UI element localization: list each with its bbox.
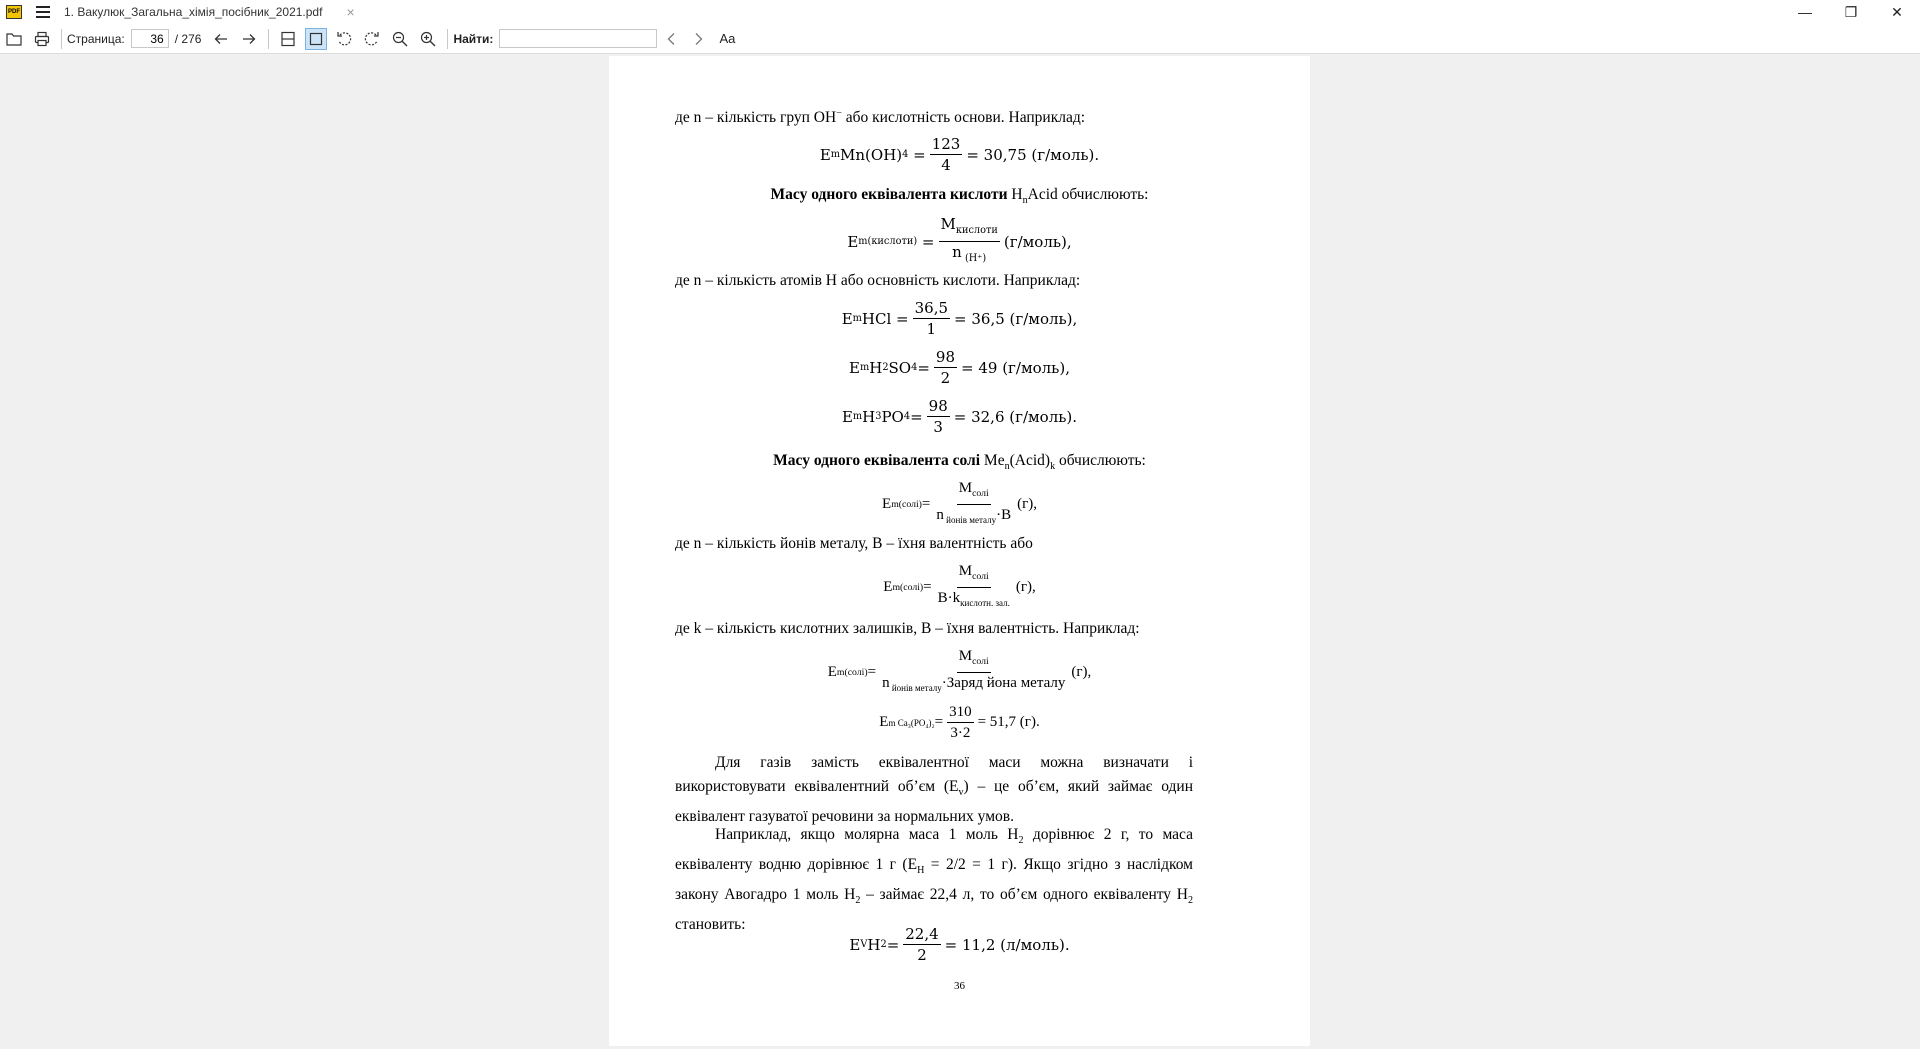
find-label: Найти: bbox=[453, 31, 494, 46]
app-logo-icon: PDF bbox=[6, 5, 22, 19]
document-tab-title[interactable]: 1. Вакулюк_Загальна_хімія_посібник_2021.pdf bbox=[64, 5, 323, 19]
close-window-button[interactable]: ✕ bbox=[1891, 3, 1903, 20]
page-number-input[interactable] bbox=[131, 29, 169, 48]
toolbar-separator bbox=[61, 29, 62, 49]
tab-close-icon[interactable]: × bbox=[346, 4, 355, 20]
equation: E m HCl = $\frac{36,5}{1}$ = 36,5 (г/моль), bbox=[841, 299, 1078, 338]
text-line: Масу одного еквівалента солі $Me_n(Acid)_k$ обчислюють: bbox=[773, 452, 1146, 473]
paragraph: Для газів замість еквівалентної маси можна визначати і використовувати еквівалентний об’єм $(E_v)$ – це об’єм, який займає один еквівалент газуватої речовини за нормальних умов. bbox=[675, 754, 1193, 826]
equation: E m Ca₃(PO₄)₂ = $\frac{310}{3\cdot 2}$ = 51,7 (г). bbox=[879, 704, 1040, 741]
find-next-icon[interactable] bbox=[688, 28, 710, 50]
equation: E m H 3 PO 4 = $\frac{98}{3}$ = 32,6 (г/моль). bbox=[841, 397, 1078, 436]
zoom-in-icon[interactable] bbox=[417, 28, 439, 50]
text-line: Масу одного еквівалента кислоти $H_nAcid$ обчислюють: bbox=[770, 186, 1149, 207]
text-line: де n – кількість груп OH− або кислотність основи. Наприклад: bbox=[675, 108, 1086, 127]
page-number: 36 bbox=[954, 980, 965, 992]
hamburger-menu-icon[interactable] bbox=[36, 6, 50, 18]
equation: E m(солі) = $\frac{M_{солі}}{n _{йонів металу}\cdot B}$ (г), bbox=[882, 480, 1037, 525]
find-previous-icon[interactable] bbox=[660, 28, 682, 50]
toolbar-separator bbox=[268, 29, 269, 49]
window-controls bbox=[1782, 0, 1920, 24]
equation: E m(солі) = $\frac{M_{солі}}{B\cdot k_{кислотн. зал.}}$ (г), bbox=[883, 563, 1036, 608]
single-page-icon[interactable] bbox=[305, 28, 327, 50]
minimize-button[interactable]: — bbox=[1798, 4, 1812, 20]
equation: E m H 2 SO 4 = $\frac{98}{2}$ = 49 (г/моль), bbox=[849, 348, 1070, 387]
paragraph: Наприклад, якщо молярна маса 1 моль $H_2$ дорівнює 2 г, то маса еквіваленту водню дорівнює 1 г ($E_H = 2/2 = 1$ г). Якщо згідно з наслідком закону Авогадро 1 моль $H_2$ – займає 22,4 л, то об’єм одного еквіваленту $H_2$ становить: bbox=[675, 826, 1194, 934]
toolbar bbox=[0, 24, 1920, 54]
equation: E m Mn(OH) 4 = $\frac{123}{4}$ = 30,75 (г/моль). bbox=[819, 135, 1100, 174]
text-line: де n – кількість йонів металу, B – їхня валентність або bbox=[675, 535, 1033, 552]
equation: E V H 2 = $\frac{22,4}{2}$ = 11,2 (л/моль). bbox=[849, 925, 1070, 964]
rotate-left-icon[interactable] bbox=[333, 28, 355, 50]
arrow-left-icon[interactable] bbox=[210, 28, 232, 50]
rotate-right-icon[interactable] bbox=[361, 28, 383, 50]
zoom-out-icon[interactable] bbox=[389, 28, 411, 50]
toolbar-separator bbox=[447, 29, 448, 49]
document-viewer[interactable] bbox=[0, 54, 1920, 1049]
page-total: / 276 bbox=[174, 31, 202, 46]
page-label: Страница: bbox=[67, 31, 125, 46]
equation: E m(кислоти) = $\frac{M_{кислоти}}{n _{(H^+)}}$ (г/моль), bbox=[847, 215, 1072, 264]
print-icon[interactable] bbox=[31, 28, 53, 50]
text-line: де k – кількість кислотних залишків, B – їхня валентність. Наприклад: bbox=[675, 620, 1140, 637]
find-input[interactable] bbox=[499, 29, 657, 48]
pdf-page bbox=[609, 56, 1310, 1046]
arrow-right-icon[interactable] bbox=[238, 28, 260, 50]
equation: E m(солі) = $\frac{M_{солі}}{n _{йонів металу}\cdot Заряд йона металу}$ (г), bbox=[827, 648, 1092, 693]
maximize-button[interactable]: ❐ bbox=[1844, 3, 1858, 20]
text-line: де n – кількість атомів H або основність кислоти. Наприклад: bbox=[675, 272, 1081, 289]
open-folder-icon[interactable] bbox=[3, 28, 25, 50]
continuous-scroll-icon[interactable] bbox=[277, 28, 299, 50]
match-case-button[interactable]: Aa bbox=[719, 31, 736, 46]
title-bar bbox=[0, 0, 1920, 24]
